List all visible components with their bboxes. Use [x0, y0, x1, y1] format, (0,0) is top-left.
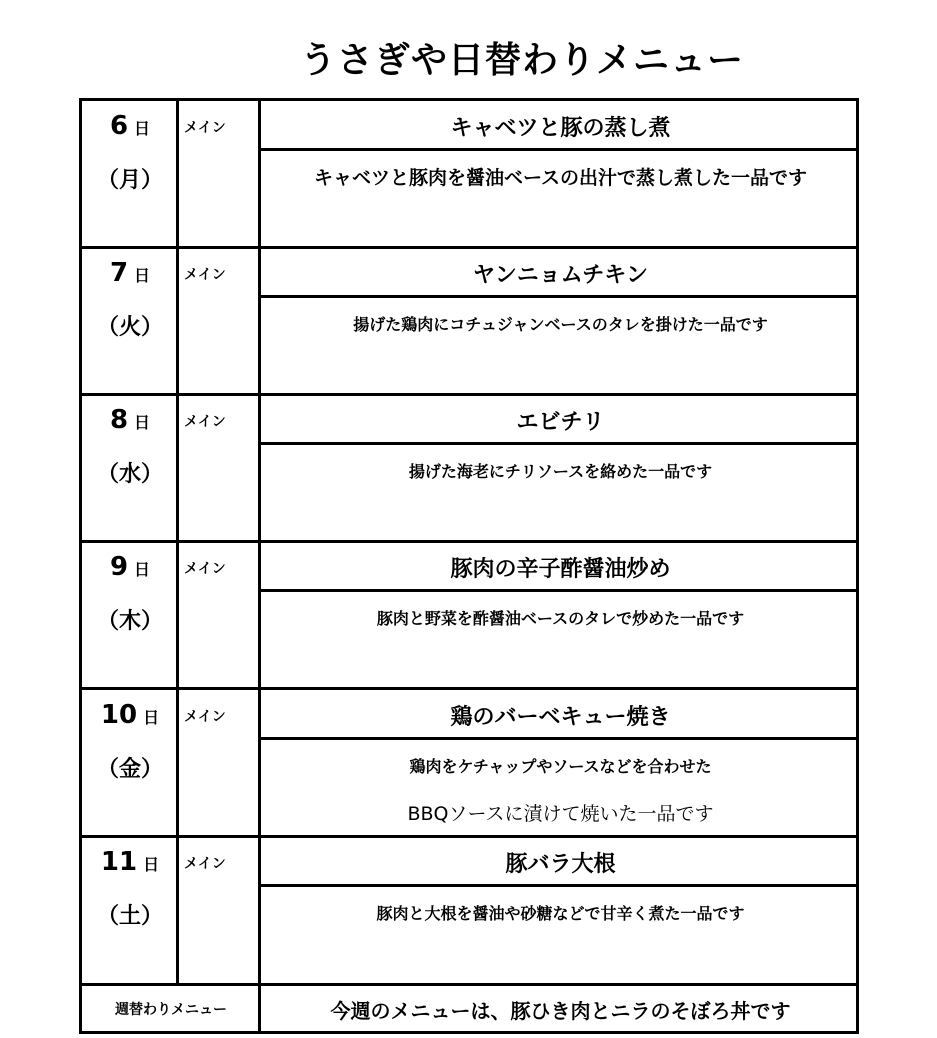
day-date [82, 111, 178, 141]
dish-description: 豚肉と大根を醤油や砂糖などで甘辛く煮た一品です [376, 904, 745, 923]
day-weekday: （月） [96, 168, 163, 193]
day-weekday: （土） [96, 904, 163, 929]
row-divider [258, 737, 859, 740]
dish-name: ヤンニョムチキン [472, 263, 649, 288]
day-date [82, 700, 178, 730]
row-divider [258, 589, 859, 592]
day-number: 7 [109, 258, 129, 288]
day-divider [82, 393, 859, 396]
day-number: 11 [100, 847, 138, 877]
main-label: メイン [184, 414, 226, 430]
day-number: 6 [109, 111, 129, 141]
day-divider [82, 835, 859, 838]
main-label: メイン [184, 709, 226, 725]
dish-description: 豚肉と野菜を酢醤油ベースのタレで炒めた一品です [376, 609, 745, 628]
day-weekday: （木） [96, 609, 163, 634]
day-divider [82, 983, 859, 986]
main-label: メイン [184, 120, 226, 136]
dish-description: 揚げた海老にチリソースを絡めた一品です [408, 462, 713, 481]
day-divider [82, 246, 859, 249]
menu-table [79, 98, 859, 1034]
day-suffix: 日 [134, 266, 151, 285]
day-divider [82, 687, 859, 690]
row-divider [258, 148, 859, 151]
day-divider [82, 540, 859, 543]
main-label: メイン [184, 856, 226, 872]
day-suffix: 日 [134, 413, 151, 432]
dish-description: 鶏肉をケチャップやソースなどを合わせた [409, 757, 712, 776]
dish-name: エビチリ [516, 410, 605, 435]
page-title: うさぎや日替わりメニュー [300, 40, 745, 81]
day-suffix: 日 [143, 708, 160, 727]
dish-description: 揚げた鶏肉にコチュジャンベースのタレを掛けた一品です [353, 315, 768, 334]
day-number: 9 [109, 552, 129, 582]
day-number: 10 [100, 700, 138, 730]
main-label: メイン [184, 561, 226, 577]
day-weekday: （金） [96, 757, 163, 782]
dish-name: 豚肉の辛子酢醤油炒め [450, 557, 671, 582]
day-date [82, 258, 178, 288]
day-suffix: 日 [134, 119, 151, 138]
weekly-menu-label: 週替わりメニュー [115, 1002, 227, 1018]
dish-description-line2: BBQソースに漬けて焼いた一品です [407, 803, 714, 825]
day-date [82, 552, 178, 582]
row-divider [258, 884, 859, 887]
day-date [82, 847, 178, 877]
day-weekday: （水） [96, 462, 163, 487]
day-weekday: （火） [96, 315, 163, 340]
dish-name: 鶏のバーベキュー焼き [450, 705, 671, 730]
day-suffix: 日 [143, 855, 160, 874]
row-divider [258, 442, 859, 445]
main-label: メイン [184, 267, 226, 283]
dish-description: キャベツと豚肉を醤油ベースの出汁で蒸し煮した一品です [313, 167, 808, 189]
dish-name: 豚バラ大根 [505, 852, 616, 877]
dish-name: キャベツと豚の蒸し煮 [450, 116, 671, 141]
day-suffix: 日 [134, 560, 151, 579]
row-divider [258, 295, 859, 298]
day-number: 8 [109, 405, 129, 435]
weekly-menu-text: 今週のメニューは、豚ひき肉とニラのそぼろ丼です [330, 999, 791, 1023]
day-date [82, 405, 178, 435]
